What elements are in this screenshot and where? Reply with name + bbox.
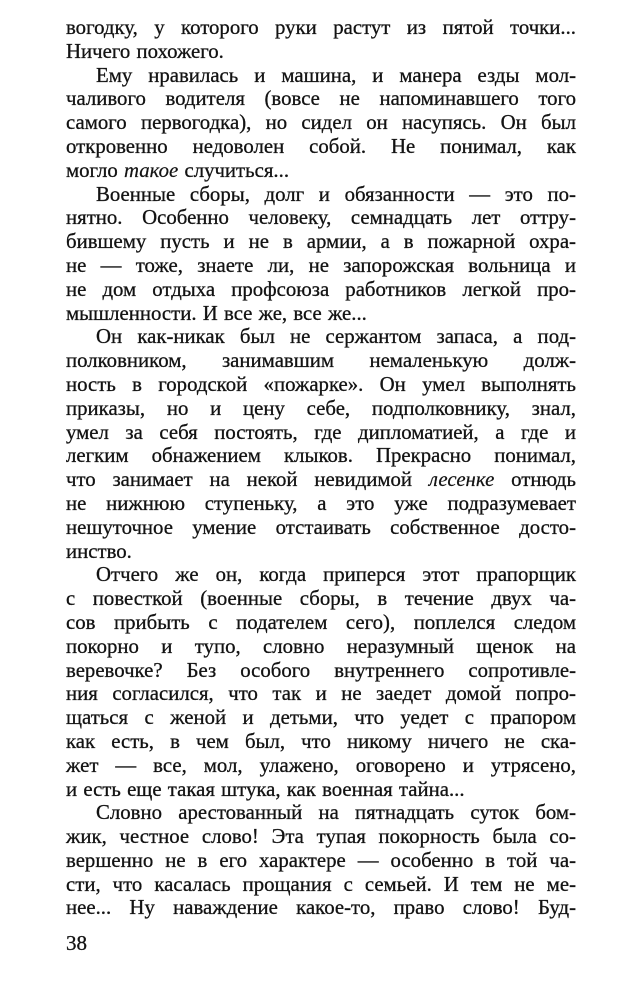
text-line: не нижнюю ступеньку, а это уже подразумевает [66, 491, 576, 515]
text-line: полковником, занимавшим немаленькую долж- [66, 349, 576, 373]
text-line: жик, честное слово! Эта тупая покорность была со- [66, 825, 576, 849]
text-line: Ничего похожего. [66, 39, 224, 63]
text-line: жет — все, мол, улажено, оговорено и утрясено, [66, 753, 576, 777]
text-line: Словно арестованный на пятнадцать суток бом- [96, 801, 576, 825]
text-line: Военные сборы, долг и обязанности — это по- [96, 182, 576, 206]
text-line: бившему пусть и не в армии, а в пожарной охра- [66, 230, 576, 254]
text-line: самого первогодка), но сидел он насупясь. Он был [66, 111, 576, 135]
text-line: могло такое случиться... [66, 158, 290, 182]
text-line: покорно и тупо, словно неразумный щенок на [66, 634, 576, 658]
text-line: и есть еще такая штука, как военная тайна... [66, 777, 465, 801]
text-line: Ему нравилась и машина, и манера езды мол- [96, 63, 576, 87]
text-line: легким обнажением клыков. Прекрасно понимал, [66, 444, 576, 468]
text-line: инство. [66, 539, 132, 563]
text-line: ния согласился, что так и не заедет домой попро- [66, 682, 576, 706]
text-line: приказы, но и цену себе, подполковнику, знал, [66, 396, 576, 420]
text-line: ность в городской «пожарке». Он умел выполнять [66, 372, 576, 396]
italic-word: лесенке [428, 468, 495, 492]
text-line: мышленности. И все же, все же... [66, 301, 367, 325]
text-line: откровенно недоволен собой. Не понимал, как [66, 134, 576, 158]
body-text [66, 16, 576, 920]
text-line: сов прибыть с подателем сего), поплелся следом [66, 610, 576, 634]
text-line: чаливого водителя (вовсе не напоминавшего того [66, 87, 576, 111]
italic-word: такое [124, 158, 179, 182]
text-line: что занимает на некой невидимой лесенке отнюдь [66, 468, 576, 492]
text-line: как есть, в чем был, что никому ничего не ска- [66, 729, 576, 753]
text-line: с повесткой (военные сборы, в течение двух ча- [66, 587, 576, 611]
page-number: 38 [66, 931, 87, 955]
text-line: умел за себя постоять, где дипломатией, а где и [66, 420, 576, 444]
text-line: веревочке? Без особого внутреннего сопротивле- [66, 658, 576, 682]
text-line: нешуточное умение отстаивать собственное досто- [66, 515, 576, 539]
text-line: нее... Ну наваждение какое-то, право слово! Буд- [66, 896, 576, 920]
text-line: нятно. Особенно человеку, семнадцать лет оттру- [66, 206, 576, 230]
text-line: не — тоже, знаете ли, не запорожская вольница и [66, 253, 576, 277]
text-line: вогодку, у которого руки растут из пятой точки... [66, 16, 576, 39]
text-line: не дом отдыха профсоюза работников легкой про- [66, 277, 576, 301]
text-line: вершенно не в его характере — особенно в той ча- [66, 848, 576, 872]
text-line: щаться с женой и детьми, что уедет с прапором [66, 706, 576, 730]
text-line: сти, что касалась прощания с семьей. И тем не ме- [66, 872, 576, 896]
text-line: Он как-никак был не сержантом запаса, а под- [96, 325, 576, 349]
text-line: Отчего же он, когда приперся этот прапорщик [96, 563, 576, 587]
